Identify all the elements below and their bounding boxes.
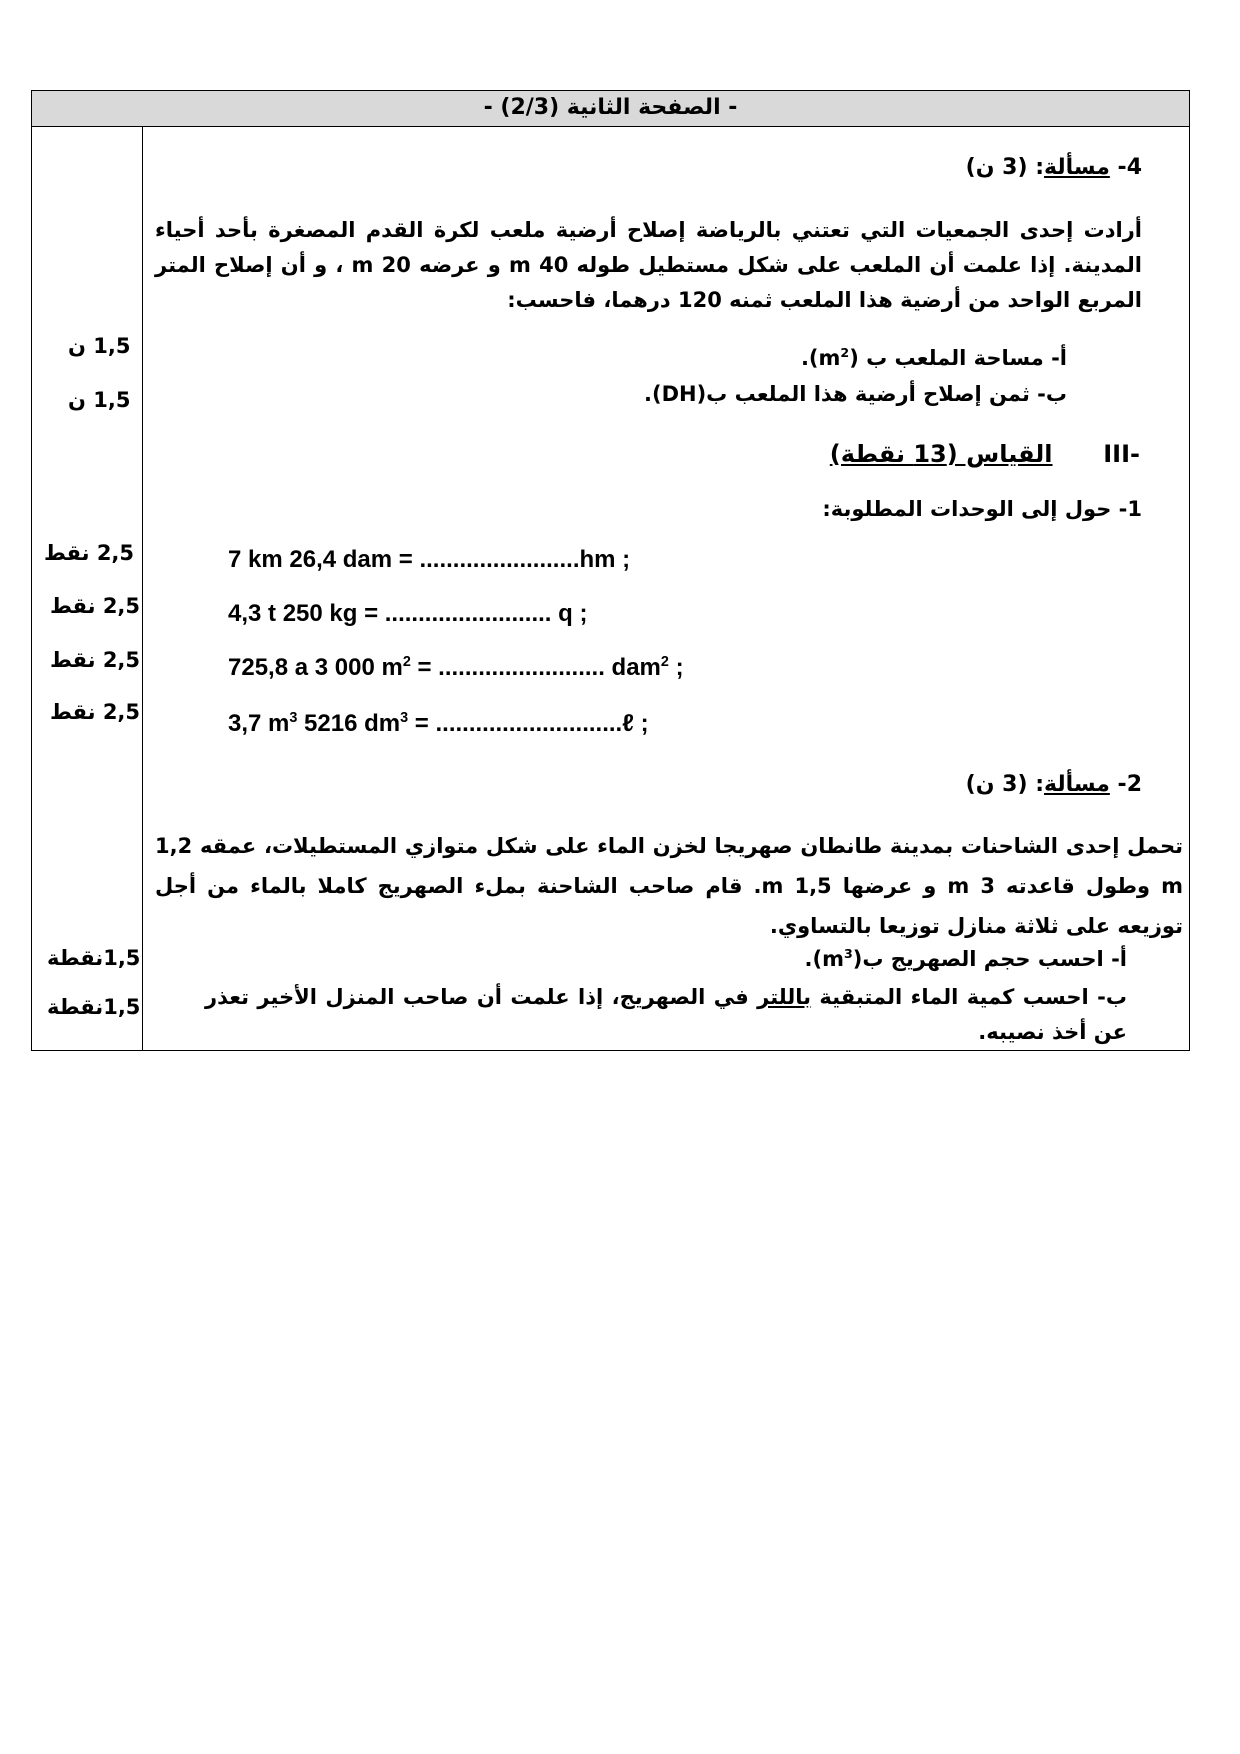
problem4-number: 4- (1117, 155, 1142, 180)
column-divider (142, 127, 143, 1050)
score-4a: 1,5 ن (68, 334, 131, 358)
problem2-heading (966, 772, 1142, 797)
score-2b: 1,5نقطة (47, 995, 141, 1019)
problem4-points: : (3 ن) (965, 155, 1044, 180)
problem2-points: : (3 ن) (965, 772, 1044, 797)
problem2-label: مسألة (1044, 772, 1110, 797)
problem4-text: أرادت إحدى الجمعيات التي تعتني بالرياضة إصلاح أرضية ملعب لكرة القدم المصغرة بأحد أحياء المدينة. إذا علمت أن الملعب على شكل مستطيل طوله 40 m و عرضه 20 m ، و أن إصلاح المتر المربع الواحد من أرضية هذا الملعب ثمنه 120 درهما، فاحسب: (155, 218, 1142, 312)
score-4b: 1,5 ن (68, 388, 131, 412)
problem4-heading (966, 155, 1142, 180)
underlined-liter: باللتر (757, 985, 812, 1009)
score-conv-1: 2,5 نقط (44, 541, 135, 565)
problem4-label: مسألة (1044, 155, 1110, 180)
problem2-text: تحمل إحدى الشاحنات بمدينة طانطان صهريجا لخزن الماء على شكل متوازي المستطيلات، عمقه 1,2 m وطول قاعدته 3 m و عرضها 1,5 m. قام صاحب الشاحنة بملء الصهريج كاملا بالماء من أجل توزيعه على ثلاثة منازل توزيعا بالتساوي. (155, 834, 1184, 938)
section3-heading (830, 440, 1140, 468)
score-conv-3: 2,5 نقط (50, 648, 141, 672)
page-title: - الصفحة الثانية (2/3) - (483, 95, 738, 120)
problem2-question-a: أ- احسب حجم الصهريج $ب(m^3)$. (804, 946, 1127, 971)
conversion-line-2: 4,3 t 250 kg = ......................... q ; (228, 600, 588, 627)
section3-title: القياس (13 نقطة) (829, 440, 1053, 468)
conversions-title: 1- حول إلى الوحدات المطلوبة: (822, 497, 1142, 521)
score-conv-2: 2,5 نقط (50, 594, 141, 618)
problem4-question-b: ب- ثمن إصلاح أرضية هذا الملعب ب(DH). (643, 382, 1067, 406)
section3-number: -III (1103, 440, 1140, 468)
score-conv-4: 2,5 نقط (50, 700, 141, 724)
conversion-line-1: 7 km 26,4 dam = ........................hm ; (228, 546, 631, 573)
score-2a: 1,5نقطة (47, 946, 141, 970)
page-header (32, 91, 1189, 127)
problem4-question-a: أ- مساحة الملعب ب $(m^2)$. (800, 345, 1067, 370)
problem2-number: 2- (1117, 772, 1142, 797)
problem2-question-b: ب- احسب كمية الماء المتبقية باللتر في الصهريج، إذا علمت أن صاحب المنزل الأخير تعذر عن أخذ نصيبه. (205, 985, 1127, 1044)
conversion-line-3: 725,8 a 3 000 $m^2$ = ......................... dam$^2$ ; (228, 654, 684, 681)
conversion-line-4: 3,7 $m^3$ 5216 $dm^3$ = ............................ℓ ; (228, 710, 649, 737)
